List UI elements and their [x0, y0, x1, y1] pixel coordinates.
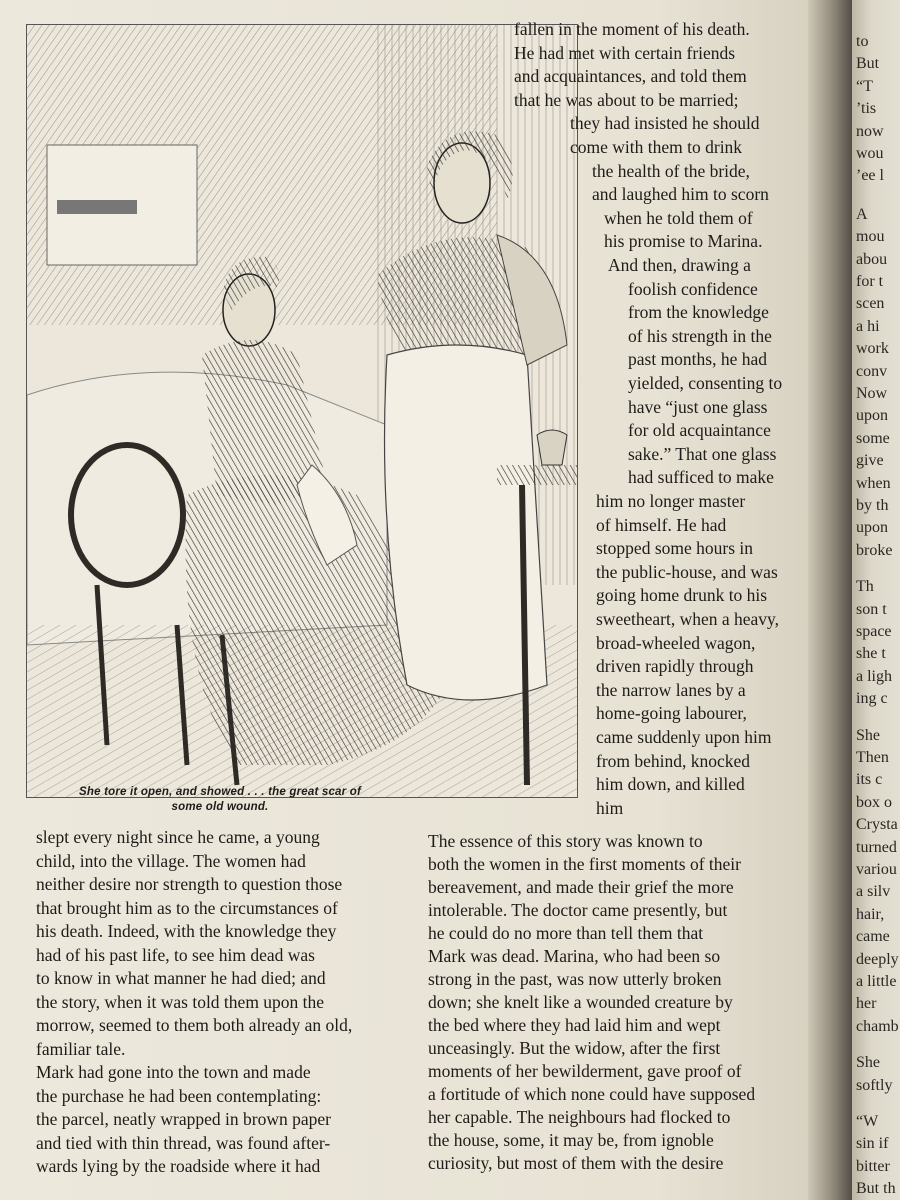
right-column-line: fallen in the moment of his death. [514, 19, 750, 39]
illustration-caption-line-1: She tore it open, and showed . . . the great scar of [79, 786, 361, 798]
right-column-line: broad-wheeled wagon, [596, 632, 756, 653]
left-column-line: and tied with thin thread, was found after- [36, 1132, 331, 1153]
middle-column-line: curiosity, but most of them with the desire [428, 1153, 724, 1173]
middle-column-line: the bed where they had laid him and wept [428, 1015, 721, 1035]
right-column-line: from behind, knocked [596, 750, 751, 771]
right-column-line: foolish confidence [628, 278, 758, 299]
left-column-line: slept every night since he came, a young [36, 827, 320, 847]
right-column-line: his promise to Marina. [604, 231, 763, 252]
middle-column-line: bereavement, and made their grief the more [428, 877, 734, 897]
middle-column-line: strong in the past, was now utterly broken [428, 969, 722, 989]
facing-page-line: hair, [856, 905, 885, 923]
right-column-line: sweetheart, when a heavy, [596, 609, 780, 629]
left-column-line: the purchase he had been contemplating: [36, 1085, 322, 1106]
right-column-line: and acquaintances, and told them [514, 66, 747, 87]
right-column-line: past months, he had [628, 349, 768, 370]
right-column-line: and laughed him to scorn [592, 184, 769, 205]
facing-page-line: box o [856, 793, 892, 811]
left-column-line: child, into the village. The women had [36, 850, 306, 871]
facing-page-line: scen [856, 295, 885, 313]
right-column-line: of his strength in the [628, 325, 772, 346]
left-column-line: morrow, seemed to them both already an old, [36, 1015, 353, 1035]
facing-page-line: a ligh [856, 667, 892, 685]
left-column-line: familiar tale. [36, 1038, 126, 1059]
engraving-illustration [26, 24, 578, 798]
facing-page-line: upon [856, 407, 888, 425]
middle-column-line: moments of her bewilderment, gave proof of [428, 1061, 742, 1081]
facing-page-line: to [856, 33, 869, 50]
right-column-line: sake.” That one glass [628, 443, 777, 464]
right-column-line: And then, drawing a [608, 255, 751, 275]
middle-column-line: unceasingly. But the widow, after the first [428, 1038, 721, 1058]
facing-page-line: Crysta [856, 816, 898, 834]
facing-page-line: by th [856, 497, 889, 514]
left-column-line: the story, when it was told them upon the [36, 991, 325, 1012]
facing-page-line: Th [856, 578, 874, 596]
left-column-line: wards lying by the roadside where it had [36, 1156, 321, 1176]
right-column-line: him [596, 797, 624, 818]
middle-column-line: down; she knelt like a wounded creature by [428, 992, 733, 1012]
facing-page-line: Now [856, 385, 888, 402]
right-column-line: the health of the bride, [592, 160, 750, 181]
right-column-line: him down, and killed [596, 774, 745, 795]
facing-page-line: deeply [856, 950, 899, 968]
facing-page-line: conv [856, 362, 888, 380]
right-column-line: the public-house, and was [596, 561, 778, 582]
right-column-line: that he was about to be married; [514, 89, 739, 110]
left-column-line: Mark had gone into the town and made [36, 1062, 311, 1082]
right-column-line: stopped some hours in [596, 538, 754, 559]
middle-column-line: both the women in the first moments of their [428, 854, 742, 874]
book-gutter [808, 0, 854, 1200]
facing-page-line: softly [856, 1076, 893, 1094]
facing-page-line: turned [856, 838, 897, 856]
facing-page-line: upon [856, 519, 888, 537]
facing-page-line: for t [856, 273, 884, 290]
facing-page-line: abou [856, 250, 888, 268]
facing-page-line: variou [856, 861, 897, 878]
right-column-line: for old acquaintance [628, 420, 771, 441]
facing-page-line: some [856, 429, 890, 447]
left-column-line: his death. Indeed, with the knowledge they [36, 921, 337, 941]
facing-page-line: came [856, 928, 890, 946]
right-column-line: home-going labourer, [596, 703, 747, 724]
facing-page-line: a little [856, 973, 897, 990]
right-column-line: of himself. He had [596, 514, 727, 535]
right-column-line: yielded, consenting to [628, 373, 783, 393]
middle-column-line: he could do no more than tell them that [428, 923, 704, 943]
right-column-line: him no longer master [596, 491, 746, 511]
right-column-line: had sufficed to make [628, 467, 774, 488]
facing-page-line: a silv [856, 883, 891, 901]
facing-page-line: She [856, 1054, 880, 1072]
facing-page-line: space [856, 623, 892, 640]
facing-page-line: ing c [856, 690, 888, 708]
facing-page-line: But th [856, 1180, 896, 1198]
facing-page-line: Then [856, 749, 889, 766]
right-column-line: they had insisted he should [570, 113, 760, 134]
left-column-line: the parcel, neatly wrapped in brown paper [36, 1109, 331, 1129]
facing-page-line: give [856, 452, 884, 470]
facing-page-line: when [856, 474, 891, 492]
facing-page-line: chamb [856, 1017, 899, 1035]
facing-page-line: ’ee l [856, 167, 884, 185]
facing-page-line: sin if [856, 1135, 889, 1153]
facing-page-line: work [856, 340, 889, 358]
facing-page-line: now [856, 122, 884, 140]
facing-page-line: wou [856, 145, 884, 162]
facing-page-line: her [856, 995, 877, 1013]
right-column-line: the narrow lanes by a [596, 679, 746, 700]
right-column-line: from the knowledge [628, 302, 769, 323]
right-column-line: have “just one glass [628, 396, 768, 417]
facing-page-line: a hi [856, 317, 880, 335]
facing-page-line: “W [856, 1113, 879, 1130]
middle-column-line: her capable. The neighbours had flocked to [428, 1107, 731, 1127]
left-column-line: neither desire nor strength to question those [36, 874, 343, 894]
middle-column-line: a fortitude of which none could have supposed [428, 1084, 756, 1104]
facing-page-line: mou [856, 228, 885, 246]
middle-column-line: Mark was dead. Marina, who had been so [428, 946, 721, 966]
right-column-line: He had met with certain friends [514, 42, 736, 63]
middle-column-line: intolerable. The doctor came presently, but [428, 900, 728, 920]
facing-page-line: its c [856, 771, 883, 789]
right-column-line: going home drunk to his [596, 585, 768, 606]
right-column-line: came suddenly upon him [596, 727, 772, 747]
right-column-line: come with them to drink [570, 137, 743, 157]
right-column-line: when he told them of [604, 207, 753, 228]
middle-column-line: the house, some, it may be, from ignoble [428, 1130, 714, 1150]
middle-column-line: The essence of this story was known to [428, 831, 703, 851]
left-column-line: that brought him as to the circumstances of [36, 897, 338, 918]
left-column-line: to know in what manner he had died; and [36, 968, 326, 988]
right-column-line: driven rapidly through [596, 656, 754, 677]
illustration-drawing [27, 25, 577, 797]
facing-page-line: She [856, 726, 880, 744]
facing-page-line: “T [856, 77, 873, 95]
facing-page [852, 0, 900, 1200]
facing-page-line: she t [856, 645, 886, 663]
illustration-caption-line-2: some old wound. [171, 801, 269, 813]
facing-page-line: But [856, 55, 880, 73]
left-column-line: had of his past life, to see him dead was [36, 944, 315, 965]
facing-page-line: bitter [856, 1157, 890, 1175]
facing-page-line: ’tis [856, 100, 877, 118]
facing-page-line: A [856, 205, 868, 223]
facing-page-line: son t [856, 600, 887, 618]
facing-page-line: broke [856, 541, 893, 559]
